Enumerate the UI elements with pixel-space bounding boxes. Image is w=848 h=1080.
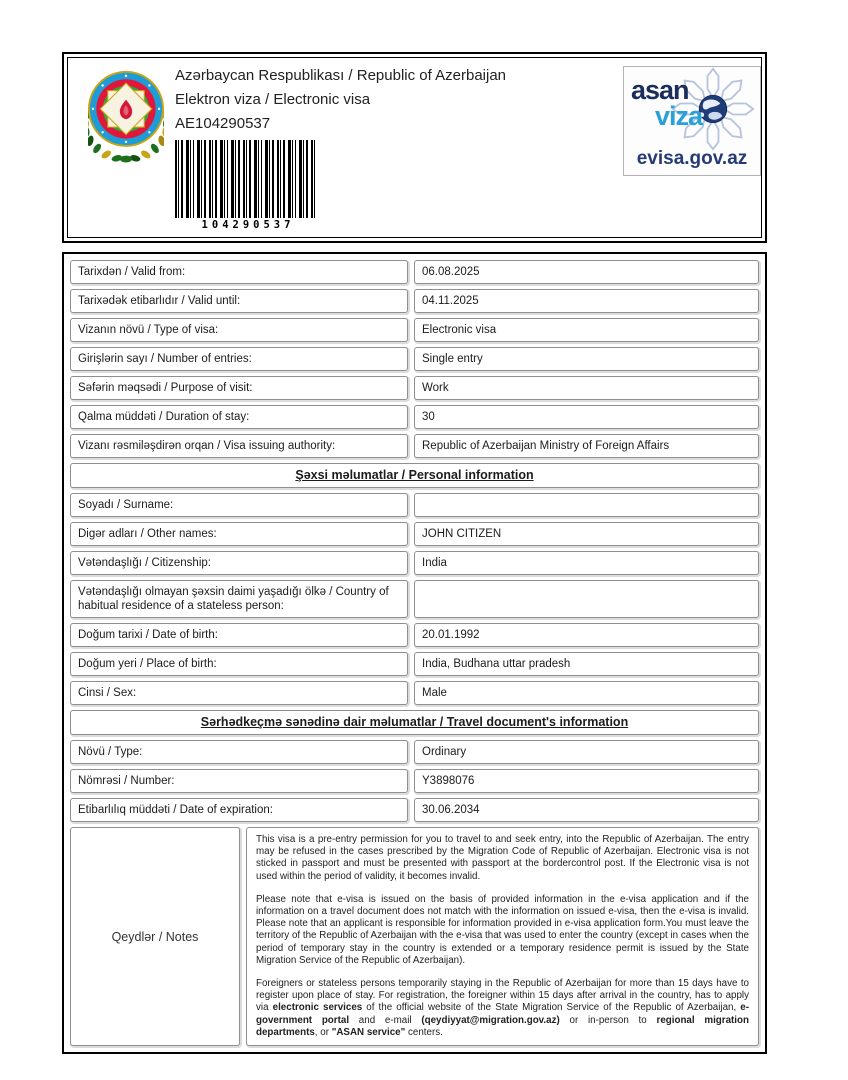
row-notes: [70, 827, 759, 1046]
section-title: [70, 710, 759, 735]
row-purpose-of-visit: [70, 376, 759, 400]
asan-viza-logo: [623, 66, 761, 176]
logo-viza-text: viza: [655, 101, 703, 131]
row-document-type: [70, 740, 759, 764]
row-number-of-entries: [70, 347, 759, 371]
section-personal-information: [70, 463, 759, 488]
field-label: Nömrəsi / Number:: [70, 769, 408, 793]
field-label: Digər adları / Other names:: [70, 522, 408, 546]
visa-details-table: [62, 252, 767, 1054]
field-label: Səfərin məqsədi / Purpose of visit:: [70, 376, 408, 400]
row-valid-from: [70, 260, 759, 284]
field-label: Cinsi / Sex:: [70, 681, 408, 705]
field-value: 04.11.2025: [414, 289, 759, 313]
field-value: [414, 580, 759, 618]
field-value: JOHN CITIZEN: [414, 522, 759, 546]
field-label: Vizanı rəsmiləşdirən orqan / Visa issuing authority:: [70, 434, 408, 458]
row-valid-until: [70, 289, 759, 313]
field-label: Tarixədək etibarlıdır / Valid until:: [70, 289, 408, 313]
header-titles: [175, 67, 506, 139]
barcode-bars: [175, 140, 321, 218]
row-type-of-visa: [70, 318, 759, 342]
row-stateless-residence: [70, 580, 759, 618]
row-other-names: [70, 522, 759, 546]
field-label: Tarixdən / Valid from:: [70, 260, 408, 284]
header-section: [62, 52, 767, 243]
field-value: India, Budhana uttar pradesh: [414, 652, 759, 676]
row-document-number: [70, 769, 759, 793]
section-travel-document: [70, 710, 759, 735]
field-value: Male: [414, 681, 759, 705]
row-sex: [70, 681, 759, 705]
field-label: Vətəndaşlığı / Citizenship:: [70, 551, 408, 575]
field-value: India: [414, 551, 759, 575]
field-value: Y3898076: [414, 769, 759, 793]
field-value: Electronic visa: [414, 318, 759, 342]
field-label: Soyadı / Surname:: [70, 493, 408, 517]
field-value: 30: [414, 405, 759, 429]
field-value: 20.01.1992: [414, 623, 759, 647]
row-duration-of-stay: [70, 405, 759, 429]
section-title: [70, 463, 759, 488]
field-label: Vətəndaşlığı olmayan şəxsin daimi yaşadığı ölkə / Country of habitual residence of a stateless person:: [70, 580, 408, 618]
field-label: Növü / Type:: [70, 740, 408, 764]
row-date-of-expiration: [70, 798, 759, 822]
field-label: Qalma müddəti / Duration of stay:: [70, 405, 408, 429]
section-title-text: Şəxsi məlumatlar / Personal information: [295, 468, 534, 482]
header-inner-frame: [67, 57, 762, 238]
row-place-of-birth: [70, 652, 759, 676]
field-label: Vizanın növü / Type of visa:: [70, 318, 408, 342]
field-label: Etibarlılıq müddəti / Date of expiration:: [70, 798, 408, 822]
country-title: Azərbaycan Respublikası / Republic of Azerbaijan: [175, 67, 507, 84]
barcode: [175, 140, 321, 231]
azerbaijan-coat-of-arms-icon: [88, 66, 164, 170]
logo-asan-text: asan: [631, 75, 689, 105]
field-label: Doğum yeri / Place of birth:: [70, 652, 408, 676]
row-surname: [70, 493, 759, 517]
field-label: Doğum tarixi / Date of birth:: [70, 623, 408, 647]
field-value: Single entry: [414, 347, 759, 371]
field-value: Work: [414, 376, 759, 400]
field-value: [414, 493, 759, 517]
barcode-number: 104290537: [201, 219, 295, 231]
row-date-of-birth: [70, 623, 759, 647]
notes-label: [70, 827, 240, 1046]
row-issuing-authority: [70, 434, 759, 458]
visa-number: AE104290537: [175, 115, 271, 132]
field-value: 06.08.2025: [414, 260, 759, 284]
notes-label-text: Qeydlər / Notes: [111, 929, 199, 944]
section-title-text: Sərhədkeçmə sənədinə dair məlumatlar / Travel document's information: [200, 715, 629, 729]
field-label: Girişlərin sayı / Number of entries:: [70, 347, 408, 371]
logo-domain-text: evisa.gov.az: [636, 148, 748, 169]
visa-type-title: Elektron viza / Electronic visa: [175, 91, 371, 108]
row-citizenship: [70, 551, 759, 575]
field-value: Republic of Azerbaijan Ministry of Foreign Affairs: [414, 434, 759, 458]
field-value: 30.06.2034: [414, 798, 759, 822]
notes-text: This visa is a pre-entry permission for you to travel to and seek entry, into the Republic of Azerbaijan. The entry may be refused in the cases prescribed by the Migration Code of Republic of Azerbaijan. Electronic visa is not sticked in passport and must be presented with passport at the bordercontrol post. If the Electronic visa is not used within the period of validity, it becomes invalid. Please note that e-visa is issued on the basis of provided information in the e-visa application and if the information on a travel document does not match with the information on issued e-visa, then the e-visa is invalid. Please note that an applicant is responsible for information provided in e-visa application form.You must leave the territory of the Republic of Azerbaijan with the e-visa that was used to enter the country (except in cases when the period of temporary stay in the country is extended or a temporary residence permit is issued by the State Migration Service of the Republic of Azerbaijan). Foreigners or stateless persons temporarily staying in the Republic of Azerbaijan for more than 15 days have to register upon place of stay. For registration, the foreigner within 15 days after arrival in the country, has to apply via electronic services of the official website of the State Migration Service of the Republic of Azerbaijan, e-government portal and e-mail (qeydiyyat@migration.gov.az) or in-person to regional migration departments, or "ASAN service" centers.: [246, 827, 759, 1046]
field-value: Ordinary: [414, 740, 759, 764]
